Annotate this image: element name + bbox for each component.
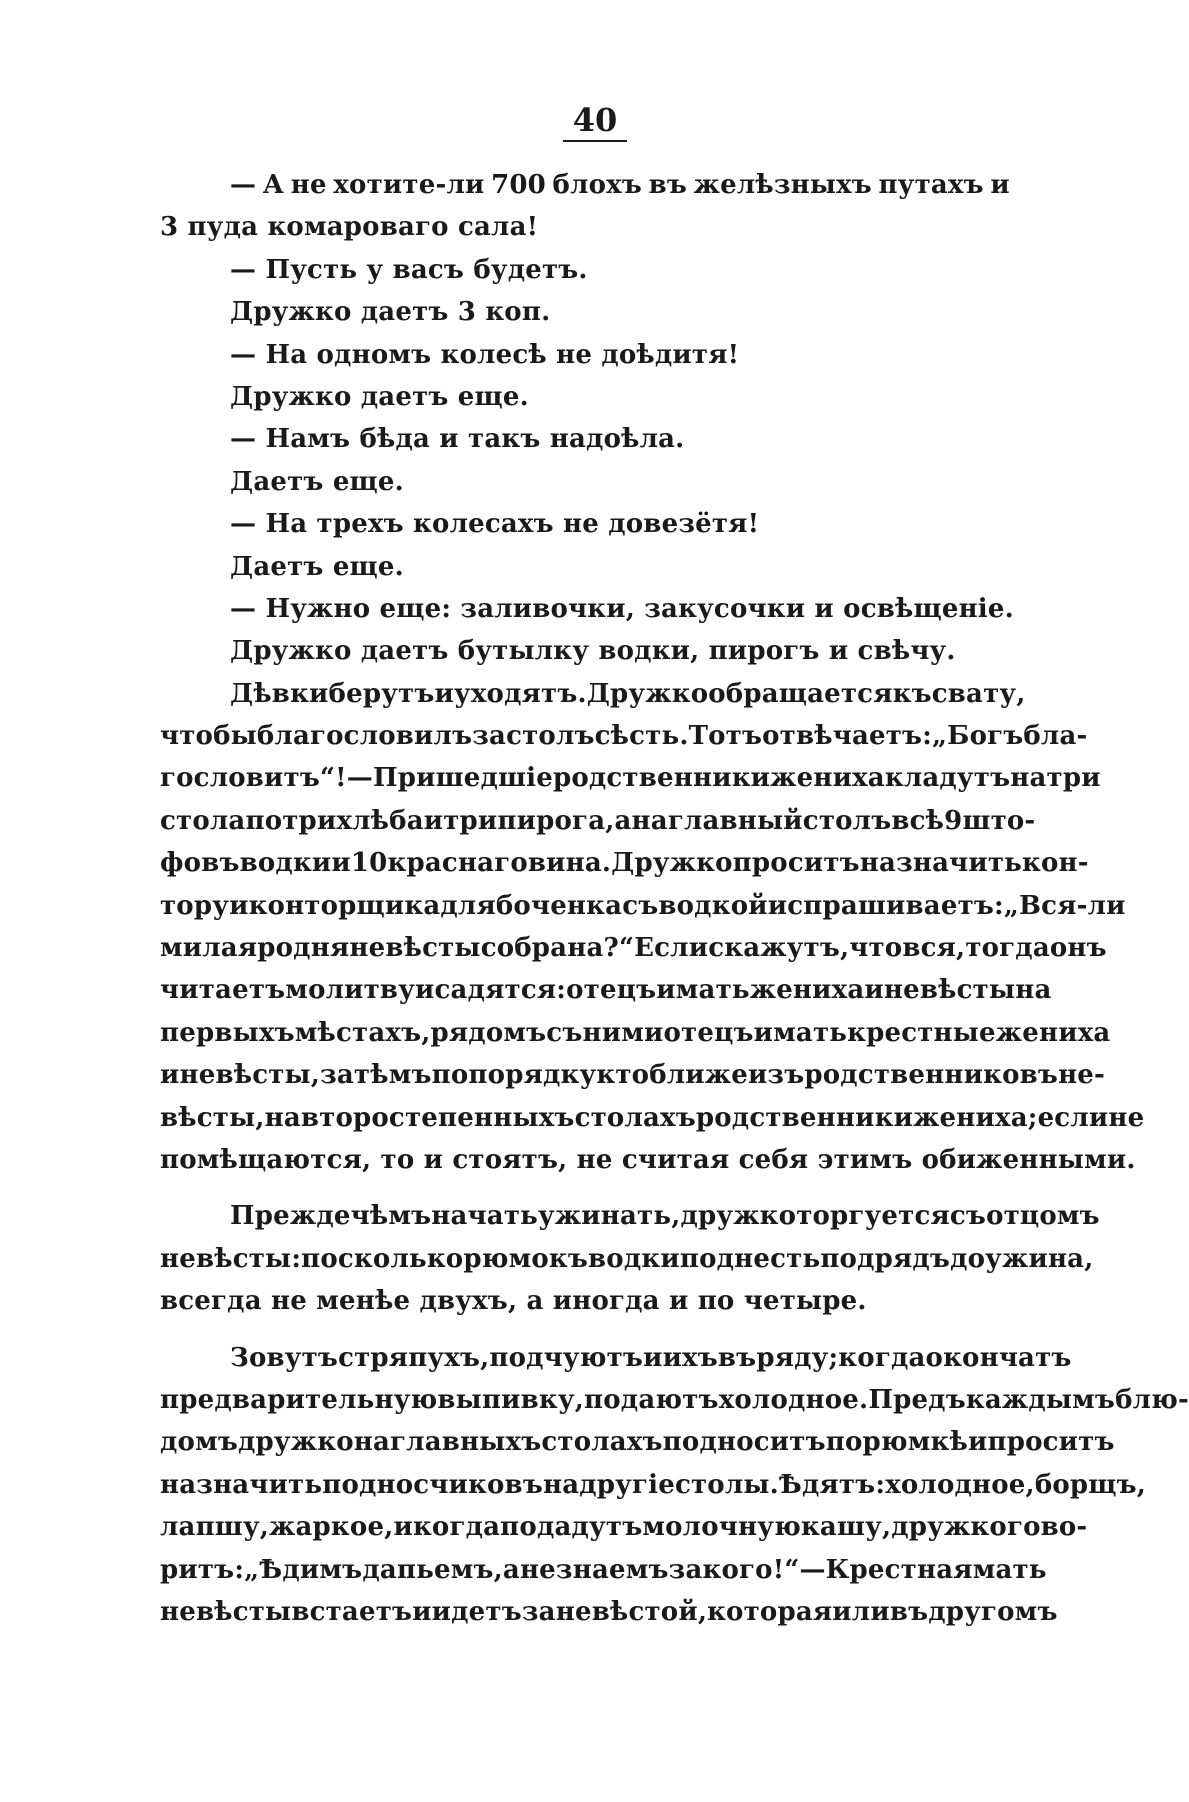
word: отцомъ [986,1201,1100,1232]
word: подрядъ [820,1243,951,1274]
text-line: — Пусть у васъ будетъ. [230,254,588,285]
word: подадутъ [500,1512,643,1543]
word: и [967,1427,988,1458]
word: ряду; [756,1342,839,1373]
text-line: Дружко даетъ еще. [230,381,529,412]
word: Дѣвки [230,678,329,709]
word: рядомъ [430,1017,547,1048]
word: мать [773,1017,848,1048]
body-text [160,164,1189,1633]
word: по [825,1427,863,1458]
word: фовъ [160,848,240,879]
text-line [160,1238,1094,1280]
text-line: всегда не менѣе двухъ, а иногда и по четыре. [160,1286,867,1317]
word: родственники [695,1102,914,1133]
word: рюмокъ [463,1243,589,1274]
word: родня [257,933,350,964]
word: дружко [238,1427,354,1458]
word: водкой [658,890,768,921]
word: стола [160,805,246,836]
word: мать [972,1554,1047,1585]
word: тору [160,890,230,921]
text-line [160,1591,1058,1633]
word: окончатъ [925,1342,1072,1373]
word: онъ [1049,933,1107,964]
word: жаркое, [269,1512,394,1543]
word: до [950,1243,986,1274]
word: и [767,890,788,921]
word: дружко [891,1512,1007,1543]
text-line: Даетъ еще. [230,551,404,582]
text-line [160,885,1126,927]
word: берутъ [328,678,435,709]
word: Зовутъ [230,1342,339,1373]
text-line [160,1195,1100,1237]
word: которая [707,1596,833,1627]
word: путахъ [878,170,984,200]
word: назначить [160,1469,323,1500]
word: и [423,805,444,836]
word: за [472,721,507,752]
word: выпивку, [437,1384,585,1415]
word: водки [588,1243,680,1274]
word: и [160,1060,180,1091]
text-line: — На трехъ колесахъ не довезётя! [230,509,760,540]
word: съ [949,1201,987,1232]
word: и [990,170,1010,200]
word: на [1015,975,1052,1006]
word: и [643,1342,663,1373]
word: другіе [579,1469,675,1500]
word: Ѣдятъ: [778,1469,886,1500]
word: конторщика [248,890,441,921]
word: 700 [491,170,546,200]
word: невѣсты [883,975,1016,1006]
text-line [160,1012,1111,1054]
word: — [230,170,257,200]
word: вина. [527,848,612,879]
word: „Богъ [932,721,1024,752]
word: „Вся-ли [1003,890,1126,921]
text-line: — Намъ бѣда и такъ надоѣла. [230,424,685,455]
word: Прежде [230,1201,351,1232]
word: тѣмъ [353,1060,432,1091]
word: „Ѣдимъ [244,1554,363,1585]
word: поднесть [679,1243,821,1274]
word: на [1010,763,1047,794]
word: скажутъ, [708,933,850,964]
word: обращается [708,678,893,709]
word: желѣзныхъ [693,170,872,200]
word: крестные [847,1017,996,1048]
word: на [631,805,668,836]
word: пьемъ, [396,1554,503,1585]
word: проситъ [732,848,860,879]
word: подносчиковъ [322,1469,543,1500]
word: невѣстой, [555,1596,708,1627]
word: рюмкѣ [862,1427,968,1458]
word: вся, [902,933,966,964]
text-line [160,1549,1047,1591]
word: гословитъ“!—Пришедшіе [160,763,553,794]
page-number: 40 [572,101,618,139]
text-line [160,757,1101,799]
word: столахъ [574,1102,696,1133]
paragraph-gap [160,1181,1010,1195]
word: читаетъ [160,975,286,1006]
word: молочную [642,1512,801,1543]
word: Дружко [586,678,709,709]
word: главныхъ [390,1427,542,1458]
word: родственниковъ [804,1060,1059,1091]
word: если [1037,1102,1109,1133]
word: знаемъ [555,1554,669,1585]
word: по [301,1243,338,1274]
word: Предъ [868,1384,966,1415]
word: бла- [1023,721,1088,752]
word: не [1108,1102,1145,1133]
text-line [160,927,1107,969]
word: столахъ [541,1427,663,1458]
word: столъ [802,805,892,836]
text-line [160,1464,1147,1506]
word: столы. [674,1469,779,1500]
word: милая [160,933,258,964]
word: кого!“—Крестная [702,1554,973,1585]
word: отецъ [566,975,657,1006]
word: мѣстахъ, [294,1017,431,1048]
word: благословилъ [256,721,473,752]
word: 9 [944,805,963,836]
word: домъ [160,1427,239,1458]
word: жениха [749,975,865,1006]
word: жениха [770,763,885,794]
text-line [160,1379,1189,1421]
word: уходятъ. [453,678,587,709]
text-line [160,969,1052,1011]
word: когда [412,1512,501,1543]
word: дружко [680,1201,797,1232]
word: и [331,848,351,879]
word: кон- [1022,848,1089,879]
word: и [415,975,435,1006]
word: проситъ [987,1427,1115,1458]
word: всѣ [891,805,945,836]
word: хлѣба [336,805,424,836]
text-line: Дружко даетъ 3 коп. [230,297,551,328]
word: встаетъ [291,1596,413,1627]
text-line [160,1097,1145,1139]
text-line [160,1506,1088,1548]
word: не- [1058,1060,1106,1091]
word: хотите-ли [333,170,485,200]
word: Если [634,933,709,964]
word: и [434,678,454,709]
word: за [320,1060,354,1091]
word: жениха; [913,1102,1038,1133]
word: 10 [350,848,388,879]
word: въ [889,1596,929,1627]
word: невѣсты, [179,1060,321,1091]
word: за [521,1596,556,1627]
word: тогда [965,933,1050,964]
word: въ [717,1342,757,1373]
word: чѣмъ [350,1201,432,1232]
word: А [262,170,285,200]
word: и [753,1017,774,1048]
word: и [393,1512,413,1543]
word: сколько [337,1243,464,1274]
text-line [160,164,1010,206]
word: каждымъ [965,1384,1116,1415]
word: что [849,933,903,964]
word: а [502,1554,520,1585]
word: ихъ [662,1342,718,1373]
word: ритъ: [160,1554,245,1585]
word: отвѣчаетъ: [762,721,932,752]
word: садятся: [434,975,567,1006]
word: ужина, [985,1243,1094,1274]
word: холодное, [885,1469,1035,1500]
word: съ [546,1017,583,1048]
word: и [864,975,884,1006]
word: въ [648,170,688,200]
text-line [160,1054,1106,1096]
word: къ [892,678,932,709]
word: три [282,805,337,836]
word: подаютъ [584,1384,719,1415]
word: свату, [931,678,1026,709]
word: сѣсть. [594,721,689,752]
word: молитву [285,975,416,1006]
word: чтобы [160,721,257,752]
word: ближе [649,1060,748,1091]
text-line: Дружко даетъ бутылку водки, пирогъ и свѣчу. [230,636,956,667]
word: невѣсты: [160,1243,302,1274]
word: на [353,1427,391,1458]
word: стряпухъ, [338,1342,490,1373]
word: не [519,1554,556,1585]
word: и [229,890,249,921]
word: ними [582,1017,664,1048]
word: кашу, [800,1512,892,1543]
word: блю- [1115,1384,1189,1415]
word: блохъ [552,170,642,200]
word: невѣсты [349,933,481,964]
word: и [412,1596,432,1627]
text-line: — На одномъ колесѣ не доѣдитя! [230,339,740,370]
page-number-rule [563,140,627,142]
word: пирога, [497,805,615,836]
word: за [668,1554,703,1585]
word: первыхъ [160,1017,295,1048]
word: спрашиваетъ: [787,890,1004,921]
word: подноситъ [662,1427,826,1458]
text-line [160,1421,1115,1463]
word: на [542,1469,580,1500]
word: краснаго [387,848,528,879]
word: ужинать, [537,1201,681,1232]
word: другомъ [928,1596,1058,1627]
word: кладутъ [884,763,1011,794]
text-line: — Нужно еще: заливочки, закусочки и освѣщеніе. [230,593,1014,624]
word: и [656,975,676,1006]
word: три [443,805,498,836]
text-line: 3 пуда комароваго сала! [160,212,539,243]
word: што- [962,805,1036,836]
word: не [290,170,327,200]
text-line: помѣщаются, то и стоятъ, не считая себя этимъ обиженными. [160,1144,1136,1175]
word: для [440,890,496,921]
text-line [160,715,1088,757]
text-line [160,800,1036,842]
word: когда [838,1342,926,1373]
word: холодное. [718,1384,869,1415]
word: на [264,1102,301,1133]
word: собрана?“ [480,933,635,964]
word: подчуютъ [489,1342,644,1373]
word: второстепенныхъ [300,1102,575,1133]
paragraph-gap [160,1323,1010,1337]
word: Дружко [611,848,733,879]
word: предварительную [160,1384,438,1415]
text-line [160,842,1089,884]
word: торгуется [796,1201,950,1232]
word: столъ [506,721,595,752]
word: изъ [747,1060,805,1091]
word: борщъ, [1034,1469,1147,1500]
word: лапшу, [160,1512,270,1543]
word: жениха [995,1017,1111,1048]
word: по [431,1060,469,1091]
word: главный [667,805,803,836]
word: мать [675,975,750,1006]
word: начать [431,1201,538,1232]
word: идетъ [431,1596,522,1627]
word: гово- [1006,1512,1088,1543]
text-line [160,673,1026,715]
word: Тотъ [688,721,763,752]
word: кто [596,1060,650,1091]
text-line [160,1337,1072,1379]
word: три [1046,763,1101,794]
word: да [362,1554,397,1585]
word: съ [622,890,659,921]
text-line: Даетъ еще. [230,466,404,497]
word: невѣсты [160,1596,292,1627]
word: боченка [495,890,623,921]
word: или [832,1596,890,1627]
word: отецъ [663,1017,754,1048]
word: назначить [859,848,1023,879]
word: порядку [468,1060,597,1091]
word: вѣсты, [160,1102,265,1133]
word: родственники [552,763,771,794]
word: по [245,805,283,836]
word: а [614,805,632,836]
word: водки [239,848,332,879]
